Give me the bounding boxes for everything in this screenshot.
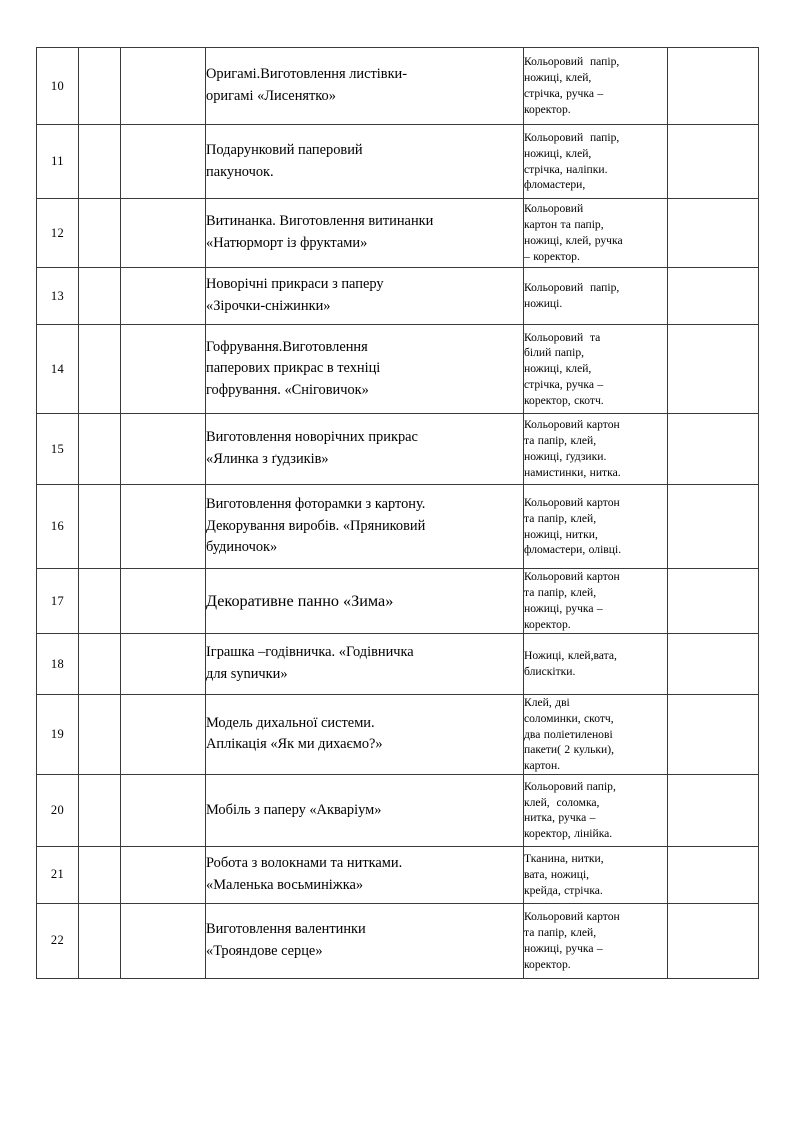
description-line: «Маленька восьминіжка» (206, 876, 364, 893)
materials-line: ножиці, нитки, (524, 527, 598, 541)
materials-line: клей, соломка, (524, 795, 600, 809)
table-row (37, 268, 759, 325)
materials-line: Тканина, нитки, (524, 852, 604, 866)
table-row (37, 774, 759, 846)
materials-line: та папір, клей, (524, 926, 597, 940)
materials-line: Кольоровий картон (524, 495, 620, 509)
materials-line: соломинки, скотч, (524, 711, 614, 725)
description-line: «Трояндове серце» (206, 942, 323, 959)
materials-line: два поліетиленові (524, 727, 613, 741)
row-number-cell: 16 (37, 485, 79, 569)
materials-cell (524, 125, 668, 199)
row-number-cell: 15 (37, 414, 79, 485)
lesson-description-cell (206, 48, 524, 125)
row-number-cell: 10 (37, 48, 79, 125)
materials-line: Кольоровий папір, (524, 130, 620, 144)
description-line: Робота з волокнами та нитками. (206, 855, 403, 872)
materials-line: ножиці, клей, (524, 71, 592, 85)
lesson-plan-table (36, 47, 759, 979)
empty-cell-column-6 (668, 268, 759, 325)
empty-cell-column-3 (121, 485, 206, 569)
empty-cell-column-2 (79, 569, 121, 634)
materials-line: – коректор. (524, 249, 580, 263)
empty-cell-column-2 (79, 125, 121, 199)
row-number-cell: 19 (37, 695, 79, 775)
materials-line: намистинки, нитка. (524, 465, 621, 479)
empty-cell-column-6 (668, 846, 759, 903)
empty-cell-column-6 (668, 774, 759, 846)
empty-cell-column-2 (79, 846, 121, 903)
materials-cell (524, 325, 668, 414)
materials-cell (524, 695, 668, 775)
description-line: гофрування. «Сніговичок» (206, 381, 369, 398)
description-line: оригамі «Лисенятко» (206, 88, 336, 104)
empty-cell-column-2 (79, 48, 121, 125)
empty-cell-column-3 (121, 414, 206, 485)
row-number-cell: 14 (37, 325, 79, 414)
materials-line: пакети( 2 кульки), (524, 743, 614, 757)
description-line: «Натюрморт із фруктами» (206, 235, 368, 251)
table-row (37, 325, 759, 414)
empty-cell-column-6 (668, 485, 759, 569)
materials-cell (524, 268, 668, 325)
materials-cell (524, 199, 668, 268)
materials-cell (524, 634, 668, 695)
row-number-cell: 21 (37, 846, 79, 903)
materials-line: ножиці, клей, ручка (524, 234, 623, 247)
empty-cell-column-3 (121, 774, 206, 846)
materials-line: ножиці. (524, 297, 563, 310)
materials-line: коректор, лінійка. (524, 827, 613, 841)
empty-cell-column-3 (121, 199, 206, 268)
lesson-description-cell (206, 414, 524, 485)
materials-cell (524, 569, 668, 634)
empty-cell-column-6 (668, 634, 759, 695)
materials-line: нитка, ручка – (524, 811, 596, 825)
materials-line: фломастери, (524, 178, 586, 192)
empty-cell-column-3 (121, 125, 206, 199)
materials-cell (524, 774, 668, 846)
table-row (37, 48, 759, 125)
empty-cell-column-6 (668, 325, 759, 414)
row-number-cell: 11 (37, 125, 79, 199)
materials-line: коректор. (524, 617, 571, 631)
description-line: Новорічні прикраси з паперу (206, 276, 384, 293)
lesson-description-cell (206, 634, 524, 695)
row-number-cell: 17 (37, 569, 79, 634)
materials-line: коректор. (524, 957, 571, 971)
materials-line: коректор. (524, 102, 571, 116)
empty-cell-column-3 (121, 634, 206, 695)
lesson-description-cell (206, 903, 524, 978)
description-line: Модель дихальної системи. (206, 714, 375, 731)
empty-cell-column-2 (79, 325, 121, 414)
materials-line: Кольоровий картон (524, 418, 620, 432)
table-row (37, 634, 759, 695)
materials-line: та папір, клей, (524, 586, 597, 600)
lesson-description-cell (206, 846, 524, 903)
description-line: Витинанка. Виготовлення витинанки (206, 213, 434, 230)
materials-line: картон. (524, 759, 561, 773)
materials-line: Кольоровий та (524, 330, 601, 344)
lesson-description-cell (206, 325, 524, 414)
description-line: Іграшка –годівничка. «Годівничка (206, 644, 414, 661)
empty-cell-column-2 (79, 774, 121, 846)
materials-line: та папір, клей, (524, 511, 597, 525)
lesson-description-cell (206, 125, 524, 199)
description-line: Декоративне панно «Зима» (206, 591, 394, 610)
row-number-cell: 20 (37, 774, 79, 846)
materials-line: стрічка, ручка – (524, 87, 604, 100)
materials-line: Кольоровий картон (524, 910, 620, 924)
materials-line: ножиці, ручка – (524, 941, 603, 955)
materials-cell (524, 846, 668, 903)
empty-cell-column-2 (79, 903, 121, 978)
empty-cell-column-6 (668, 569, 759, 634)
materials-cell (524, 903, 668, 978)
materials-line: Ножиці, клей,вата, (524, 649, 617, 663)
materials-line: фломастери, олівці. (524, 543, 622, 557)
empty-cell-column-3 (121, 903, 206, 978)
description-line: Гофрування.Виготовлення (206, 338, 368, 355)
description-line: Декорування виробів. «Пряниковий (206, 517, 426, 534)
table-row (37, 903, 759, 978)
empty-cell-column-3 (121, 846, 206, 903)
description-line: Оригамі.Виготовлення листівки- (206, 66, 408, 83)
row-number-cell: 12 (37, 199, 79, 268)
table-body (37, 48, 759, 979)
description-line: для synички» (206, 666, 288, 682)
materials-line: стрічка, ручка – (524, 377, 604, 391)
empty-cell-column-2 (79, 414, 121, 485)
description-line: «Зірочки-сніжинки» (206, 298, 331, 314)
empty-cell-column-3 (121, 268, 206, 325)
materials-line: Кольоровий папір, (524, 779, 616, 793)
table-row (37, 199, 759, 268)
empty-cell-column-6 (668, 199, 759, 268)
table-row (37, 125, 759, 199)
row-number-cell: 13 (37, 268, 79, 325)
materials-line: Кольоровий картон (524, 570, 620, 584)
materials-line: коректор, скотч. (524, 393, 604, 407)
empty-cell-column-6 (668, 125, 759, 199)
materials-line: Кольоровий (524, 202, 584, 216)
table-row (37, 414, 759, 485)
materials-line: Клей, дві (524, 696, 570, 709)
materials-line: блискітки. (524, 665, 576, 678)
lesson-description-cell (206, 695, 524, 775)
materials-line: ножиці, клей, (524, 362, 592, 376)
empty-cell-column-6 (668, 903, 759, 978)
lesson-description-cell (206, 485, 524, 569)
empty-cell-column-2 (79, 695, 121, 775)
table-row (37, 846, 759, 903)
description-line: паперових прикрас в техніці (206, 360, 381, 377)
materials-line: Кольоровий папір, (524, 281, 620, 295)
empty-cell-column-2 (79, 268, 121, 325)
materials-line: та папір, клей, (524, 434, 597, 448)
materials-line: білий папір, (524, 346, 585, 360)
description-line: Виготовлення фоторамки з картону. (206, 496, 426, 513)
materials-cell (524, 414, 668, 485)
empty-cell-column-6 (668, 48, 759, 125)
materials-cell (524, 48, 668, 125)
row-number-cell: 22 (37, 903, 79, 978)
empty-cell-column-6 (668, 695, 759, 775)
description-line: Мобіль з паперу «Акваріум» (206, 801, 382, 818)
description-line: Виготовлення валентинки (206, 921, 366, 938)
description-line: будиночок» (206, 539, 278, 556)
empty-cell-column-3 (121, 569, 206, 634)
lesson-description-cell (206, 268, 524, 325)
description-line: Аплікація «Як ми дихаємо?» (206, 736, 383, 753)
table-row (37, 485, 759, 569)
empty-cell-column-2 (79, 634, 121, 695)
table-row (37, 569, 759, 634)
lesson-description-cell (206, 569, 524, 634)
description-line: Подарунковий паперовий (206, 141, 363, 158)
table-row (37, 695, 759, 775)
description-line: пакуночок. (206, 163, 274, 180)
materials-cell (524, 485, 668, 569)
materials-line: Кольоровий папір, (524, 55, 620, 69)
lesson-description-cell (206, 774, 524, 846)
materials-line: стрічка, наліпки. (524, 162, 608, 176)
description-line: Виготовлення новорічних прикрас (206, 429, 418, 446)
empty-cell-column-3 (121, 695, 206, 775)
empty-cell-column-3 (121, 325, 206, 414)
materials-line: вата, ножиці, (524, 867, 590, 881)
empty-cell-column-6 (668, 414, 759, 485)
materials-line: картон та папір, (524, 218, 604, 232)
row-number-cell: 18 (37, 634, 79, 695)
empty-cell-column-2 (79, 199, 121, 268)
materials-line: ножиці, ручка – (524, 602, 603, 615)
lesson-description-cell (206, 199, 524, 268)
materials-line: ножиці, ґудзики. (524, 450, 607, 463)
materials-line: ножиці, клей, (524, 146, 592, 160)
description-line: «Ялинка з ґудзиків» (206, 451, 329, 467)
materials-line: крейда, стрічка. (524, 883, 603, 897)
empty-cell-column-3 (121, 48, 206, 125)
empty-cell-column-2 (79, 485, 121, 569)
